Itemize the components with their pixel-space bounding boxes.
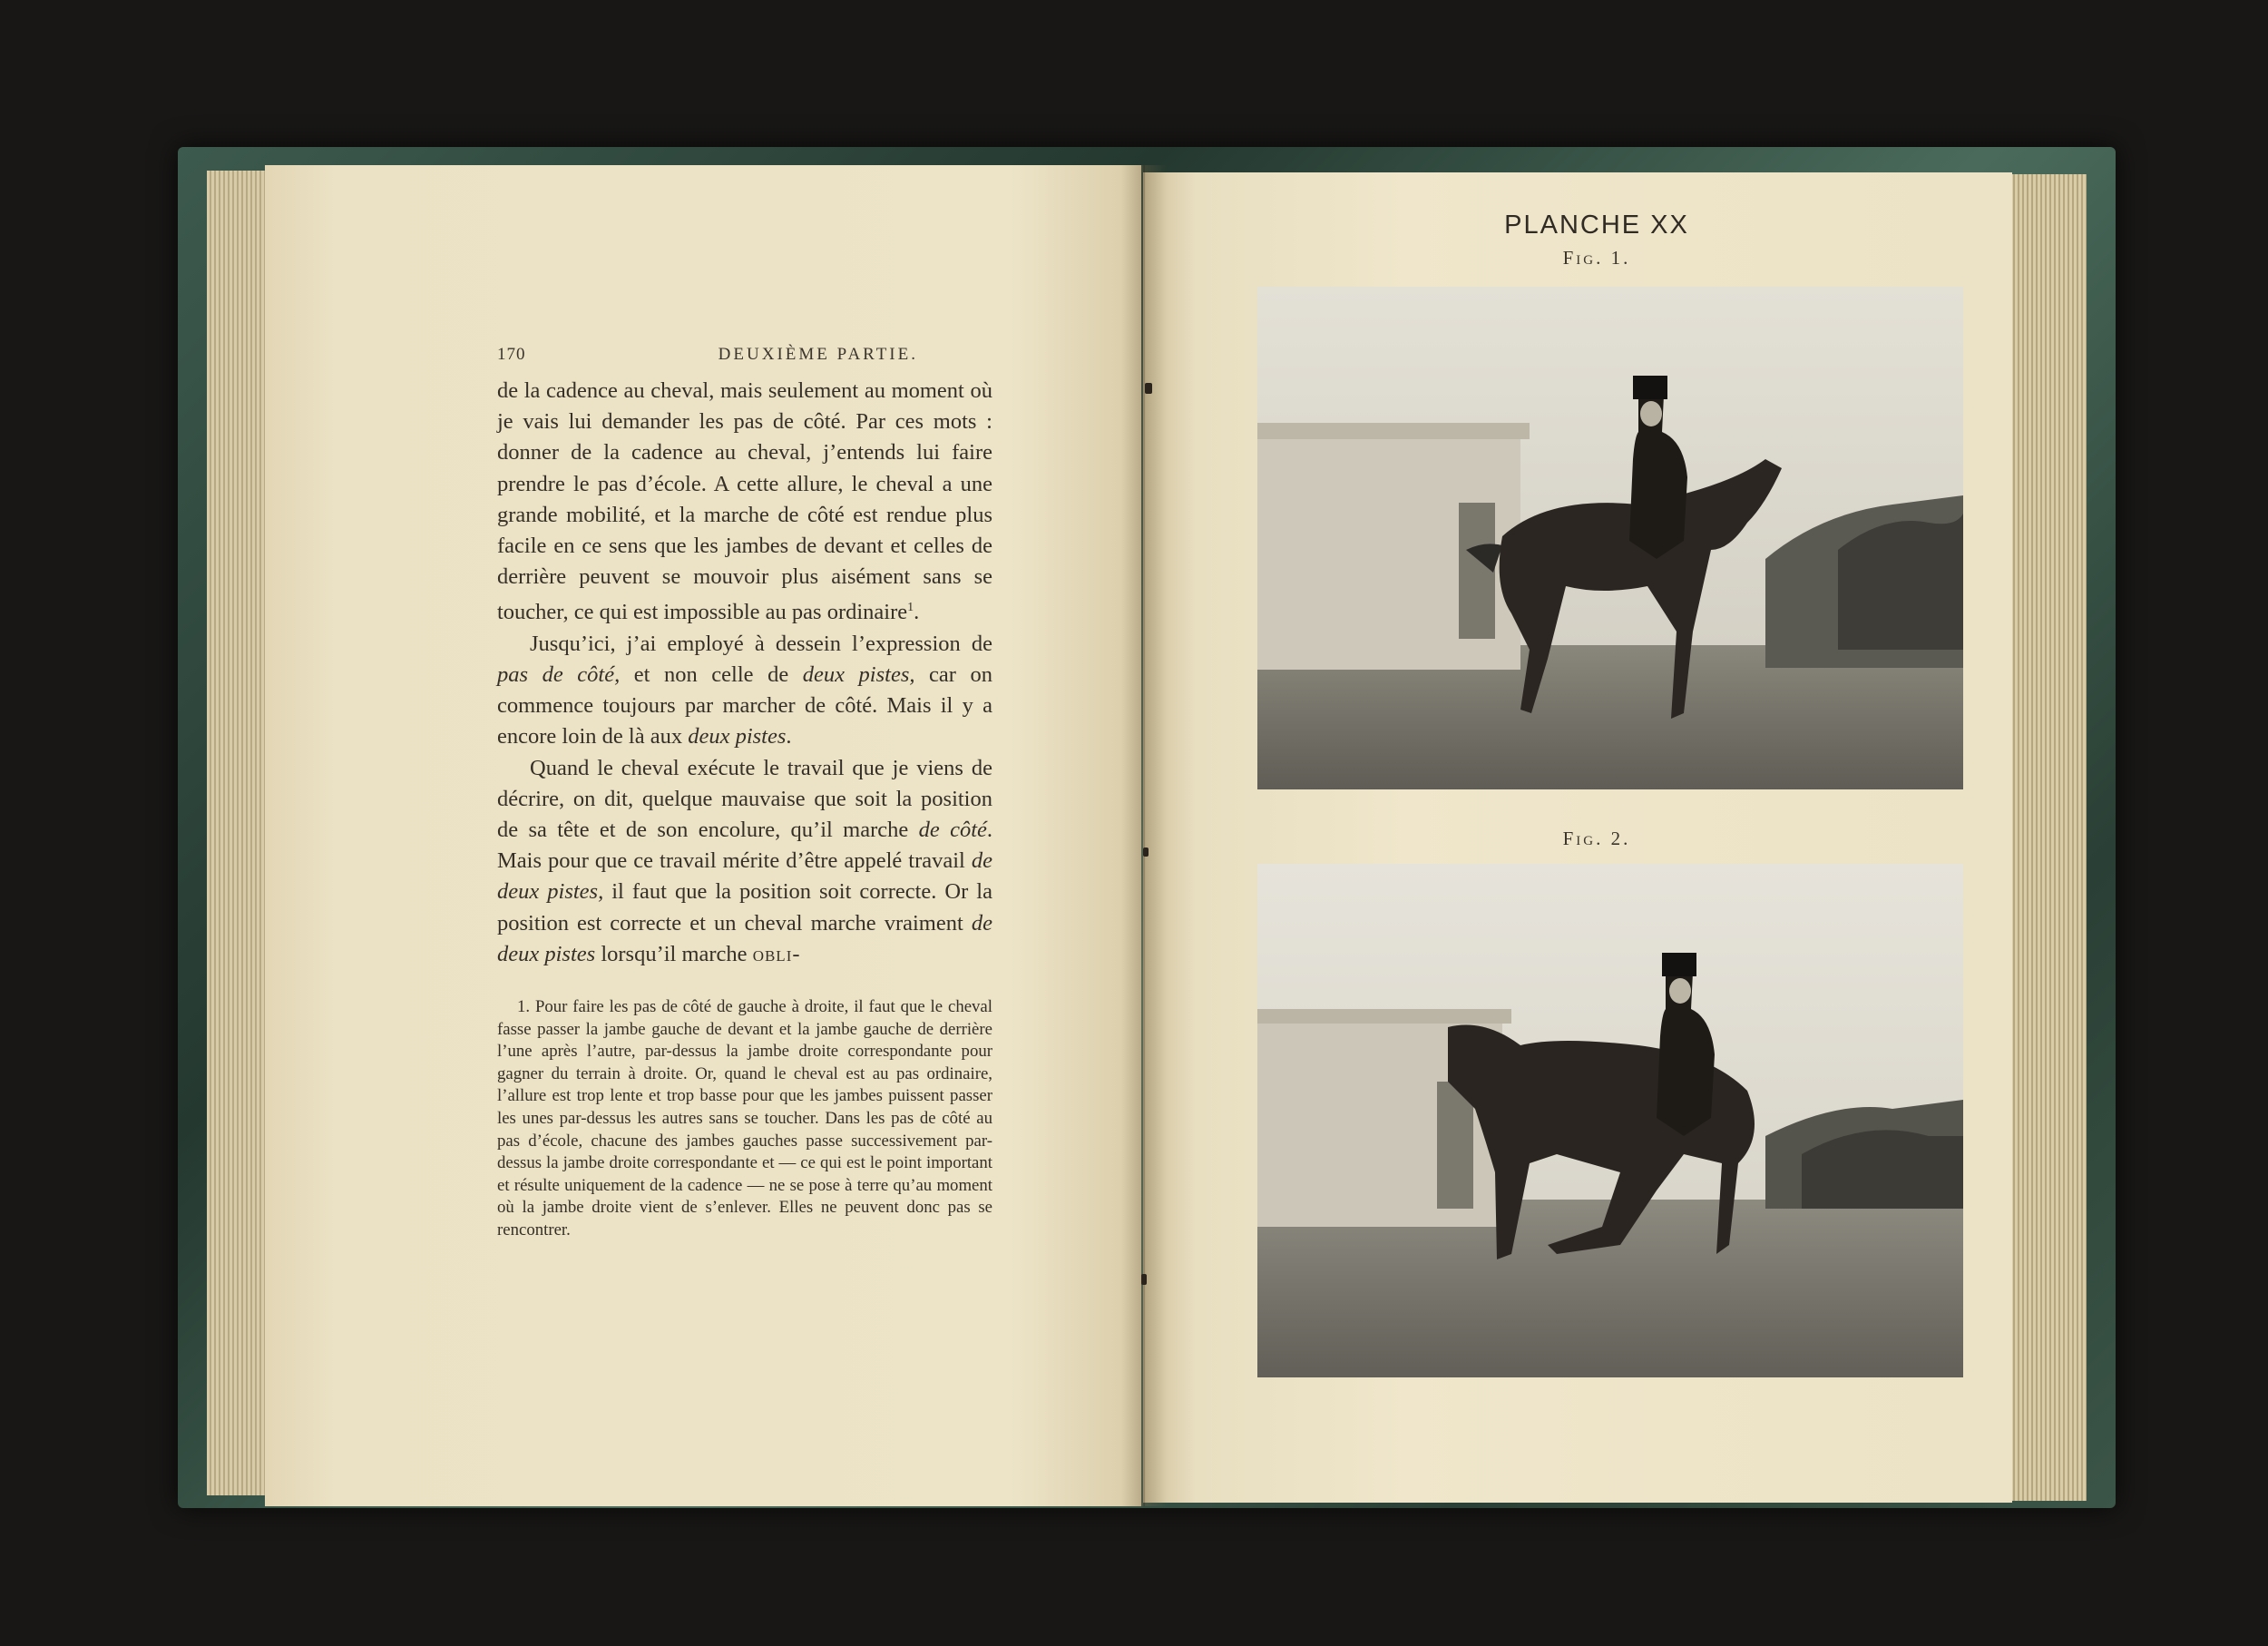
footnote-text: 1. Pour faire les pas de côté de gauche à droite, il faut que le cheval fasse passer la jambe gauche de devant et la jambe gauche de derrière l’une après l’autre, par-dessus la jambe droite correspondante pour gagner du terrain à droite. Or, quand le cheval est au pas ordinaire, l’allure est trop lente et trop basse pour que les jambes puissent passer les unes par-dessus les autres sans se toucher. Dans les pas de côté au pas d’école, chacune des jambes gauches passe successivement par-dessus la jambe droite correspondante et — ce qui est le point important et résulte uniquement de la cadence — ne se pose à terre qu’au moment où la jambe droite vient de s’enlever. Elles ne peuvent donc pas se rencontrer.: [497, 997, 992, 1239]
paragraph: [497, 376, 992, 629]
figure-2-caption: Fig. 2.: [1562, 828, 1631, 849]
text-run: . Mais pour que ce travail mérite d’être appelé travail: [497, 818, 993, 874]
text-run: Quand le cheval exécute le travail que je viens de décrire, on dit, quelque mauvaise que soit la position de sa tête et de son encolure, qu’il marche: [497, 755, 992, 842]
text-run: de la cadence au cheval, mais seulement au moment où je vais lui demander les pas de côté. Par ces mots : donner de la cadence au cheval, j’entends lui faire prendre le pas d’école. A cette allure, le cheval a une grande mobilité, et la marche de côté est rendue plus facile en ce sens que les jambes de devant et celles de derrière peuvent se mouvoir plus aisément sans se toucher, ce qui est impossible au pas ordinaire: [497, 378, 992, 625]
binding-mark: [1141, 1274, 1147, 1285]
figure-1-photograph: [1257, 287, 1963, 789]
text-run: lorsqu’il marche: [595, 941, 753, 966]
plate-title: PLANCHE XX: [1504, 211, 1689, 240]
footnote: [497, 996, 992, 1242]
italic-text: de deux pistes: [497, 910, 992, 966]
footnote-ref: 1: [907, 601, 914, 615]
running-head: [497, 345, 969, 365]
text-run: il faut que la position soit correcte. Or la position est correcte et un cheval marche vraiment: [497, 879, 992, 936]
paragraph: [497, 629, 992, 753]
page-edges-left: [207, 171, 270, 1495]
binding-mark: [1143, 847, 1149, 857]
text-run: obli-: [752, 941, 801, 966]
text-run: Jusqu’ici, j’ai employé à dessein l’expression de: [530, 631, 992, 656]
italic-text: de deux pistes,: [497, 848, 992, 905]
italic-text: de côté: [918, 818, 987, 842]
paragraph: [497, 753, 992, 970]
text-run: .: [914, 600, 920, 625]
page-number: 170: [497, 345, 526, 364]
text-run: car on commence toujours par marcher de côté. Mais il y a encore loin de là aux: [497, 661, 992, 750]
running-title: DEUXIÈME PARTIE.: [718, 345, 918, 364]
italic-text: deux pistes,: [802, 661, 915, 687]
text-run: .: [786, 724, 792, 750]
body-text: [497, 376, 992, 970]
figure-1-caption: Fig. 1.: [1562, 247, 1631, 269]
italic-text: deux pistes: [688, 724, 787, 750]
text-run: et non celle de: [620, 661, 803, 687]
italic-text: pas de côté,: [497, 661, 621, 687]
figure-2-photograph: [1257, 864, 1963, 1377]
page-edges-right: [2009, 174, 2087, 1501]
binding-mark: [1145, 383, 1152, 394]
book-gutter: [1121, 165, 1167, 1506]
